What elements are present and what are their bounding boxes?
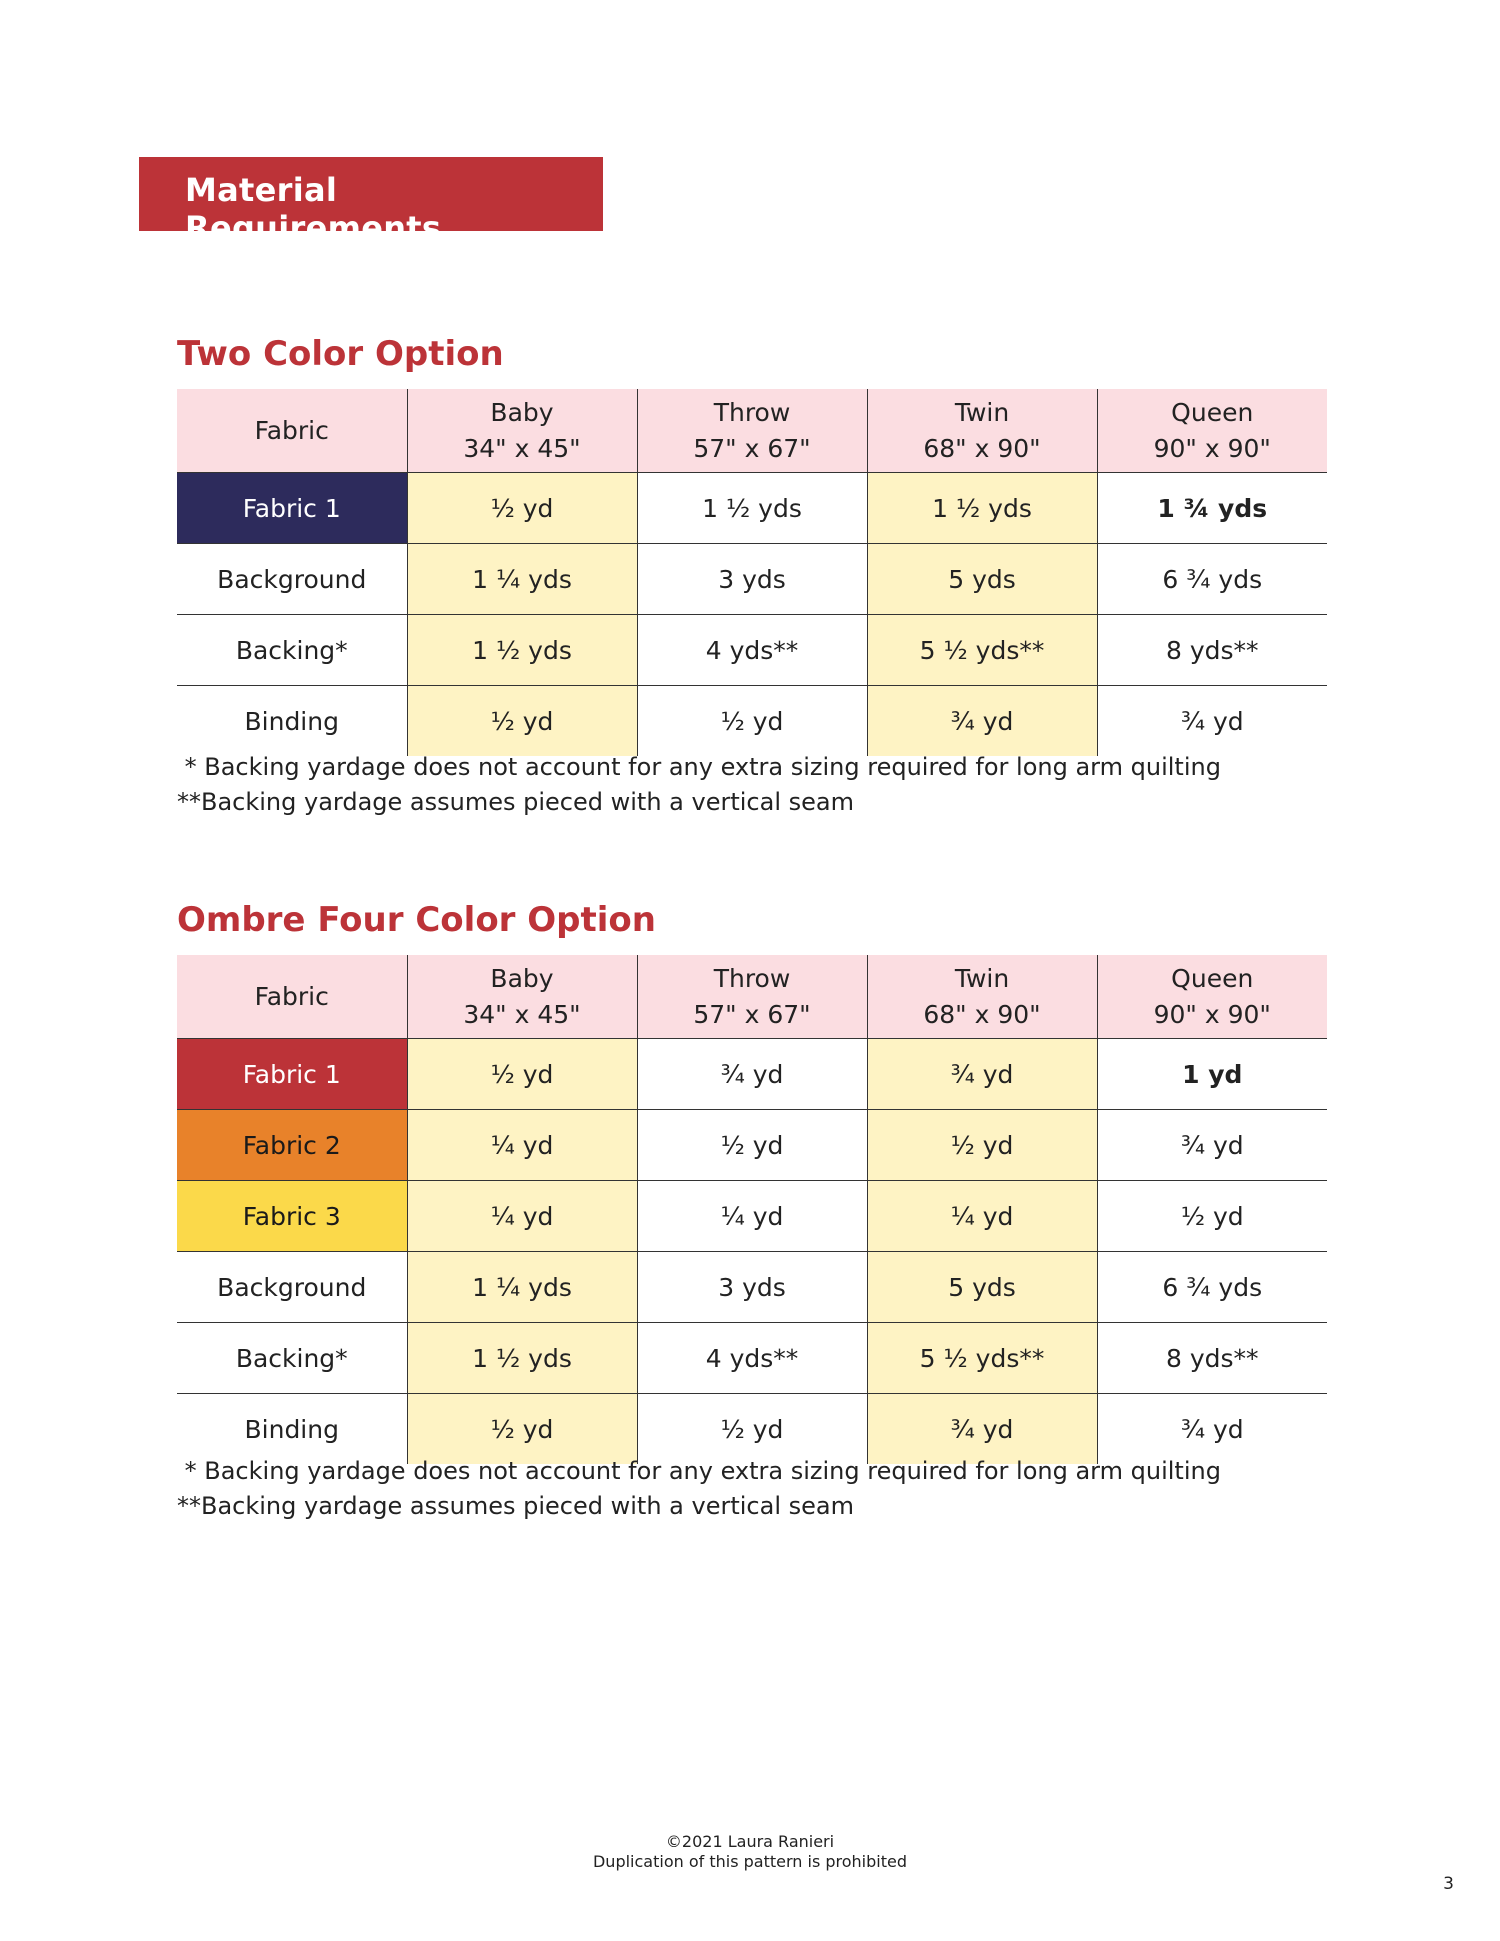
table-row xyxy=(177,1110,1327,1181)
header-size: 68" x 90" xyxy=(923,999,1041,1029)
fabric-swatch-red: Fabric 1 xyxy=(177,1039,407,1110)
header-label: Twin xyxy=(954,963,1010,993)
table-cell: ¼ yd xyxy=(867,1181,1097,1252)
table-header-row xyxy=(177,389,1327,473)
table-cell: 5 yds xyxy=(867,1252,1097,1323)
table-cell: ½ yd xyxy=(637,1394,867,1465)
table-cell: 6 ¾ yds xyxy=(1097,544,1327,615)
header-twin xyxy=(867,955,1097,1039)
header-size: 34" x 45" xyxy=(463,999,581,1029)
footnote-seam: **Backing yardage assumes pieced with a vertical seam xyxy=(177,1492,854,1520)
table-cell: 1 ½ yds xyxy=(867,473,1097,544)
table-cell: ¾ yd xyxy=(637,1039,867,1110)
table-row xyxy=(177,544,1327,615)
table-cell: ½ yd xyxy=(407,1039,637,1110)
four-color-table xyxy=(177,955,1327,1464)
fabric-swatch-yellow: Fabric 3 xyxy=(177,1181,407,1252)
header-label: Twin xyxy=(954,397,1010,427)
fabric-label: Background xyxy=(177,544,407,615)
table-cell: ¾ yd xyxy=(867,686,1097,757)
table-cell: ¾ yd xyxy=(1097,686,1327,757)
fabric-swatch-navy: Fabric 1 xyxy=(177,473,407,544)
header-twin xyxy=(867,389,1097,473)
copyright-text: ©2021 Laura Ranieri xyxy=(665,1832,835,1851)
header-baby xyxy=(407,389,637,473)
table-cell: ½ yd xyxy=(407,1394,637,1465)
table-cell: ¾ yd xyxy=(1097,1110,1327,1181)
footnote-backing: * Backing yardage does not account for any extra sizing required for long arm quilting xyxy=(177,753,1221,781)
table-cell: 3 yds xyxy=(637,1252,867,1323)
table-cell: ¼ yd xyxy=(407,1181,637,1252)
footnotes xyxy=(177,750,1221,820)
table-cell: 1 ¾ yds xyxy=(1097,473,1327,544)
header-size: 57" x 67" xyxy=(693,999,811,1029)
table-cell: 1 yd xyxy=(1097,1039,1327,1110)
header-label: Queen xyxy=(1171,397,1254,427)
table-row xyxy=(177,1323,1327,1394)
header-size: 68" x 90" xyxy=(923,433,1041,463)
header-baby xyxy=(407,955,637,1039)
table-cell: ¾ yd xyxy=(867,1039,1097,1110)
header-throw xyxy=(637,389,867,473)
table-row xyxy=(177,686,1327,757)
header-size: 57" x 67" xyxy=(693,433,811,463)
table-cell: 5 ½ yds** xyxy=(867,615,1097,686)
table-cell: ¾ yd xyxy=(867,1394,1097,1465)
table-cell: ¼ yd xyxy=(407,1110,637,1181)
table-cell: 4 yds** xyxy=(637,1323,867,1394)
table-header-row xyxy=(177,955,1327,1039)
footnotes xyxy=(177,1454,1221,1524)
table-cell: ½ yd xyxy=(637,1110,867,1181)
fabric-label: Binding xyxy=(244,1414,339,1444)
header-queen xyxy=(1097,955,1327,1039)
table-cell: 3 yds xyxy=(637,544,867,615)
header-size: 90" x 90" xyxy=(1153,999,1271,1029)
header-size: 34" x 45" xyxy=(463,433,581,463)
section-banner xyxy=(139,157,603,247)
header-label: Baby xyxy=(490,397,554,427)
header-size: 90" x 90" xyxy=(1153,433,1271,463)
table-cell: 6 ¾ yds xyxy=(1097,1252,1327,1323)
page-footer xyxy=(0,1832,1500,1872)
table-cell: 1 ¼ yds xyxy=(407,1252,637,1323)
table-cell: ½ yd xyxy=(1097,1181,1327,1252)
header-label: Fabric xyxy=(254,981,329,1011)
table-cell: ½ yd xyxy=(407,686,637,757)
header-label: Throw xyxy=(713,963,791,993)
header-throw xyxy=(637,955,867,1039)
table-row xyxy=(177,1039,1327,1110)
table-cell: ¾ yd xyxy=(1097,1394,1327,1465)
section-title-four-color: Ombre Four Color Option xyxy=(177,900,656,940)
header-queen xyxy=(1097,389,1327,473)
table-row xyxy=(177,1252,1327,1323)
table-cell: 4 yds** xyxy=(637,615,867,686)
table-cell: ½ yd xyxy=(407,473,637,544)
header-label: Fabric xyxy=(254,415,329,445)
fabric-label: Background xyxy=(177,1252,407,1323)
table-row xyxy=(177,615,1327,686)
table-cell: 1 ¼ yds xyxy=(407,544,637,615)
table-cell: 8 yds** xyxy=(1097,1323,1327,1394)
table-row xyxy=(177,473,1327,544)
fabric-label: Backing* xyxy=(177,1323,407,1394)
duplication-notice: Duplication of this pattern is prohibited xyxy=(592,1852,907,1871)
table-cell: 5 ½ yds** xyxy=(867,1323,1097,1394)
fabric-swatch-orange: Fabric 2 xyxy=(177,1110,407,1181)
two-color-table xyxy=(177,389,1327,756)
footnote-backing: * Backing yardage does not account for any extra sizing required for long arm quilting xyxy=(177,1457,1221,1485)
table-cell: 1 ½ yds xyxy=(637,473,867,544)
table-row xyxy=(177,1181,1327,1252)
table-cell: 1 ½ yds xyxy=(407,615,637,686)
table-cell: 5 yds xyxy=(867,544,1097,615)
table-cell: ¼ yd xyxy=(637,1181,867,1252)
header-fabric xyxy=(177,389,407,473)
table-cell: 1 ½ yds xyxy=(407,1323,637,1394)
banner-title: Material Requirements xyxy=(185,171,442,247)
section-title-two-color: Two Color Option xyxy=(177,334,504,374)
header-label: Baby xyxy=(490,963,554,993)
table-cell: ½ yd xyxy=(637,686,867,757)
header-fabric xyxy=(177,955,407,1039)
header-label: Throw xyxy=(713,397,791,427)
fabric-label: Backing* xyxy=(177,615,407,686)
header-label: Queen xyxy=(1171,963,1254,993)
table-cell: ½ yd xyxy=(867,1110,1097,1181)
footnote-seam: **Backing yardage assumes pieced with a vertical seam xyxy=(177,788,854,816)
table-cell: 8 yds** xyxy=(1097,615,1327,686)
fabric-label: Binding xyxy=(244,706,339,736)
page-number: 3 xyxy=(1443,1874,1454,1894)
